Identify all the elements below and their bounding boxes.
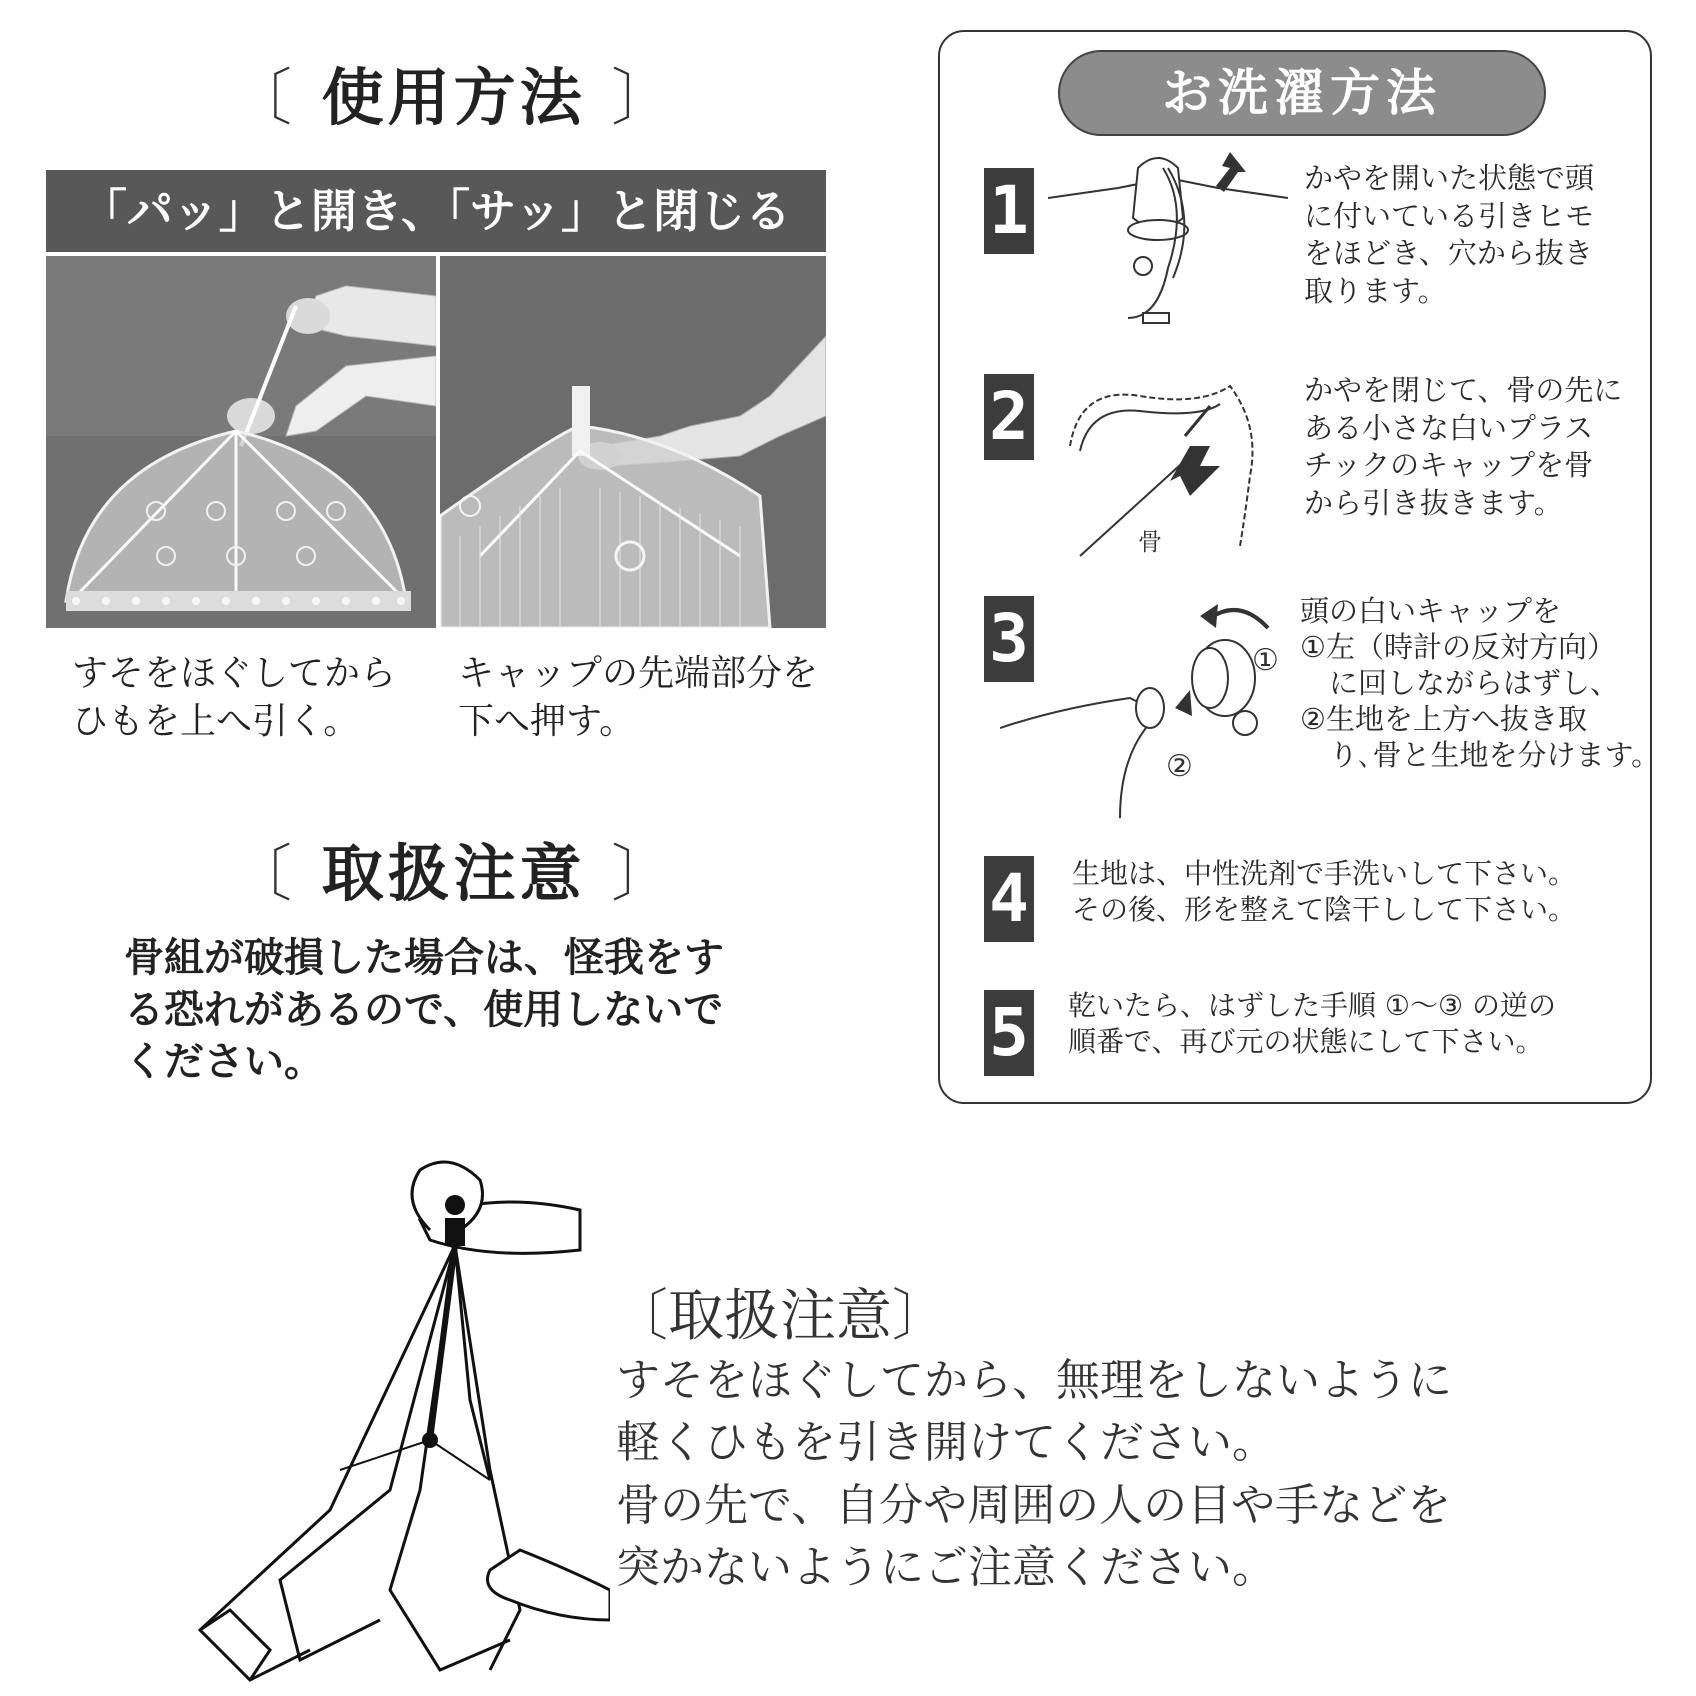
step-number-5: 5 [984,990,1034,1076]
step-line: その後、形を整えて陰干しして下さい。 [1072,893,1577,927]
step2-text [1304,372,1622,523]
step4-text [1072,856,1576,929]
step-line: に回しながらはずし、 [1300,665,1620,700]
caption-line: キャップの先端部分を [458,653,819,694]
cover-closing-illustration [440,256,826,628]
photo-closing-cover [440,256,826,628]
step-number-2: 2 [984,374,1034,460]
step-line: かやを開いた状態で頭 [1304,161,1595,195]
circle-label-2: ② [1166,749,1193,784]
step-line: 取ります。 [1304,274,1447,309]
step-line: 順番で、再び元の状態にして下さい。 [1068,1025,1544,1059]
caution-line: すそをほぐしてから、無理をしないように [616,1355,1452,1406]
caution-line: ください。 [124,1039,324,1085]
step1-text [1304,160,1594,311]
caption-line: すそをほぐしてから [72,653,397,694]
bracket-close: 〕 [611,837,678,910]
caution2-text [616,1350,1452,1600]
caption-line: 下へ押す。 [458,700,636,742]
caption-line: ひもを上へ引く。 [72,700,360,742]
cover-opening-illustration [46,256,436,628]
usage-caption-left [72,650,396,745]
step1-illustration [1048,148,1288,338]
step-number-4: 4 [984,856,1034,942]
bone-label: 骨 [1138,528,1162,556]
caution-line: 突かないようにご注意ください。 [616,1542,1276,1594]
washing-title: お洗濯方法 [1058,50,1546,136]
step-line: ②生地を上方へ抜き取 [1300,701,1587,736]
usage-caption-right [458,650,818,745]
bracket-close: 〕 [611,61,678,134]
step-line: に付いている引きヒモ [1304,198,1595,233]
step-line: 生地は、中性洗剤で手洗いして下さい。 [1072,857,1577,890]
step-line: 乾いたら、はずした手順 ①～③ の逆の [1068,989,1557,1022]
caution2-title: 〔取扱注意〕 [612,1284,948,1349]
bracket-open: 〔 [230,837,297,910]
step-line: をほどき、穴から抜き [1304,236,1593,271]
step-number-1: 1 [984,168,1034,254]
closed-cover-illustration [190,1150,610,1690]
step2-illustration [1060,366,1280,566]
caution-heading [230,824,678,913]
step-line: 頭の白いキャップを [1300,594,1562,628]
caution-title: 取扱注意 [321,837,586,910]
step3-text [1300,594,1660,774]
usage-title: 使用方法 [321,61,586,134]
caution-line: 軽くひもを引き開けてください。 [616,1417,1276,1469]
step-line: かやを閉じて、骨の先に [1304,373,1623,407]
step3-illustration [1000,598,1280,818]
caution-line: 骨の先で、自分や周囲の人の目や手などを [616,1479,1452,1531]
usage-banner: 「パッ」と開き、「サッ」と閉じる [46,170,826,252]
step-line: り､骨と生地を分けます。 [1300,737,1661,772]
usage-heading [230,48,678,137]
step-line: から引き抜きます。 [1304,486,1563,521]
step-line: チックのキャップを骨 [1304,448,1594,483]
circle-label-1: ① [1252,643,1279,678]
bracket-open: 〔 [230,61,297,134]
step-line: ある小さな白いプラス [1304,410,1594,445]
photo-opening-cover [46,256,436,628]
step-line: ①左（時計の反対方向） [1300,629,1616,664]
step5-text [1068,988,1556,1061]
step-number-3: 3 [984,596,1034,682]
caution-line: 骨組が破損した場合は、怪我をす [124,935,724,981]
caution-text [124,932,724,1088]
caution-line: る恐れがあるので、使用しないで [124,987,724,1033]
